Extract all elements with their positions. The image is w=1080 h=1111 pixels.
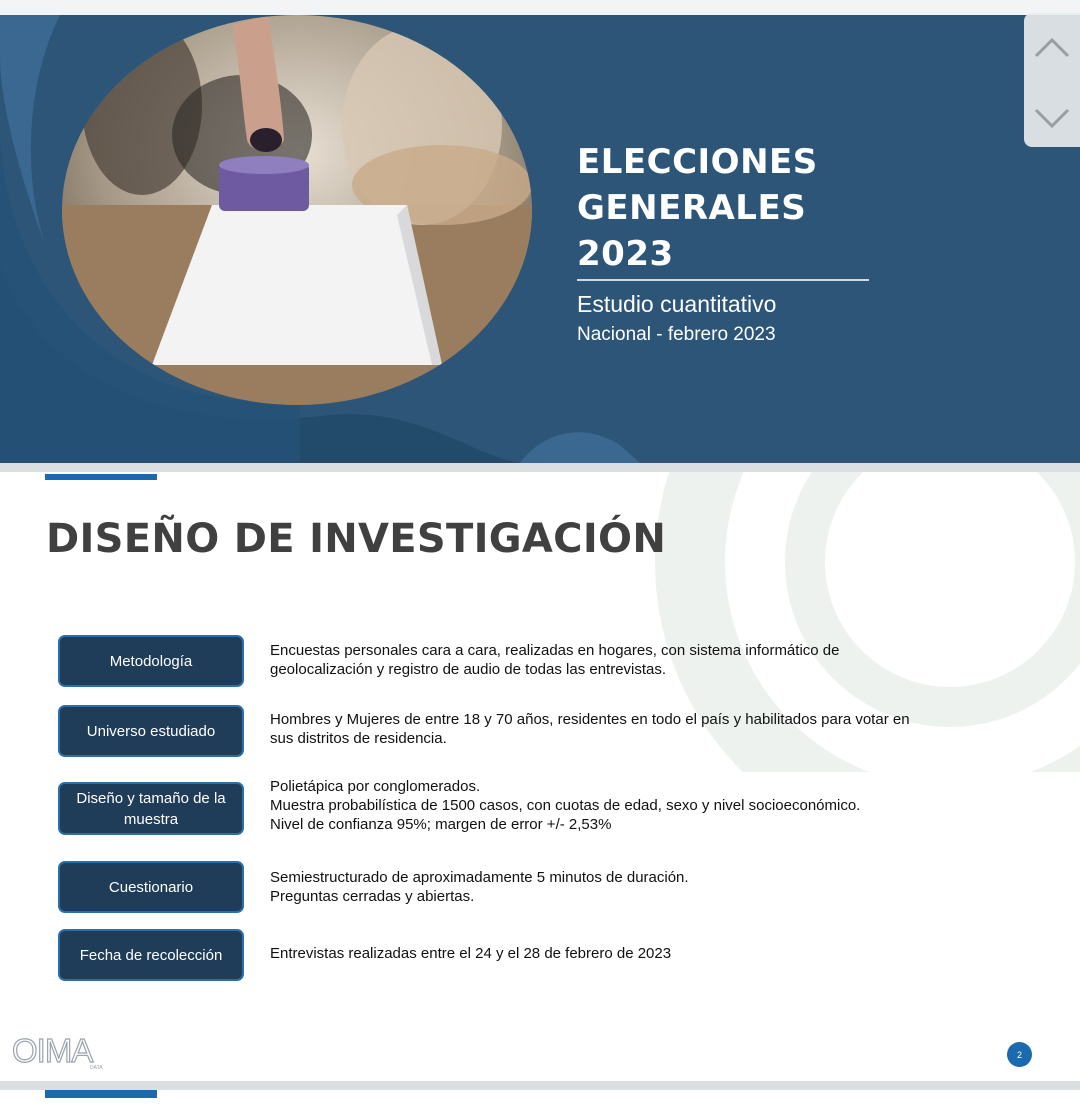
desc-cuestionario [270, 868, 1010, 906]
desc-line: Nivel de confianza 95%; margen de error +/- 2,53% [270, 816, 612, 833]
cover-slide [0, 15, 1080, 463]
desc-universo [270, 710, 1010, 748]
cover-title-line1: ELECCIONES GENERALES [577, 142, 818, 228]
label-cuestionario: Cuestionario [58, 861, 244, 913]
chevron-down-icon [1032, 102, 1072, 132]
page-number-badge: 2 [1007, 1042, 1032, 1067]
voting-photo [62, 15, 532, 405]
label-diseno-muestra: Diseño y tamaño de la muestra [58, 782, 244, 835]
previous-slide-button[interactable] [1024, 17, 1080, 77]
desc-diseno-muestra [270, 777, 1010, 834]
cover-title-block [577, 139, 1057, 346]
next-slide-preview [0, 1090, 1080, 1111]
research-design-slide [0, 472, 1080, 1081]
desc-fecha [270, 944, 1010, 963]
desc-line: Hombres y Mujeres de entre 18 y 70 años, residentes en todo el país y habilitados para votar en [270, 711, 910, 728]
slide-separator-2 [0, 1081, 1080, 1090]
desc-line: sus distritos de residencia. [270, 730, 447, 747]
desc-metodologia [270, 641, 1010, 679]
desc-line: Muestra probabilística de 1500 casos, con cuotas de edad, sexo y nivel socioeconómico. [270, 797, 861, 814]
cover-title-line2: 2023 [577, 234, 674, 274]
title-divider [577, 279, 869, 281]
page-title: DISEÑO DE INVESTIGACIÓN [46, 516, 667, 562]
desc-line: Preguntas cerradas y abiertas. [270, 888, 475, 905]
accent-bar [45, 474, 157, 480]
desc-line: Semiestructurado de aproximadamente 5 minutos de duración. [270, 869, 689, 886]
cover-scope: Nacional - febrero 2023 [577, 324, 776, 345]
cover-subtitle: Estudio cuantitativo [577, 291, 777, 317]
label-universo: Universo estudiado [58, 705, 244, 757]
desc-line: Entrevistas realizadas entre el 24 y el 28 de febrero de 2023 [270, 945, 672, 962]
top-slide-edge [0, 0, 1080, 16]
label-fecha: Fecha de recolección [58, 929, 244, 981]
svg-text:DATA: DATA [90, 1065, 103, 1071]
label-metodologia: Metodología [58, 635, 244, 687]
slide-navigation [1024, 13, 1080, 147]
desc-line: geolocalización y registro de audio de todas las entrevistas. [270, 661, 667, 678]
accent-bar-next [45, 1090, 157, 1098]
oima-logo [12, 1032, 122, 1072]
next-slide-button[interactable] [1024, 87, 1080, 147]
slide-separator [0, 463, 1080, 472]
svg-text:OIMA: OIMA [12, 1032, 93, 1069]
desc-line: Encuestas personales cara a cara, realizadas en hogares, con sistema informático de [270, 642, 840, 659]
desc-line: Polietápica por conglomerados. [270, 778, 481, 795]
chevron-up-icon [1032, 32, 1072, 62]
